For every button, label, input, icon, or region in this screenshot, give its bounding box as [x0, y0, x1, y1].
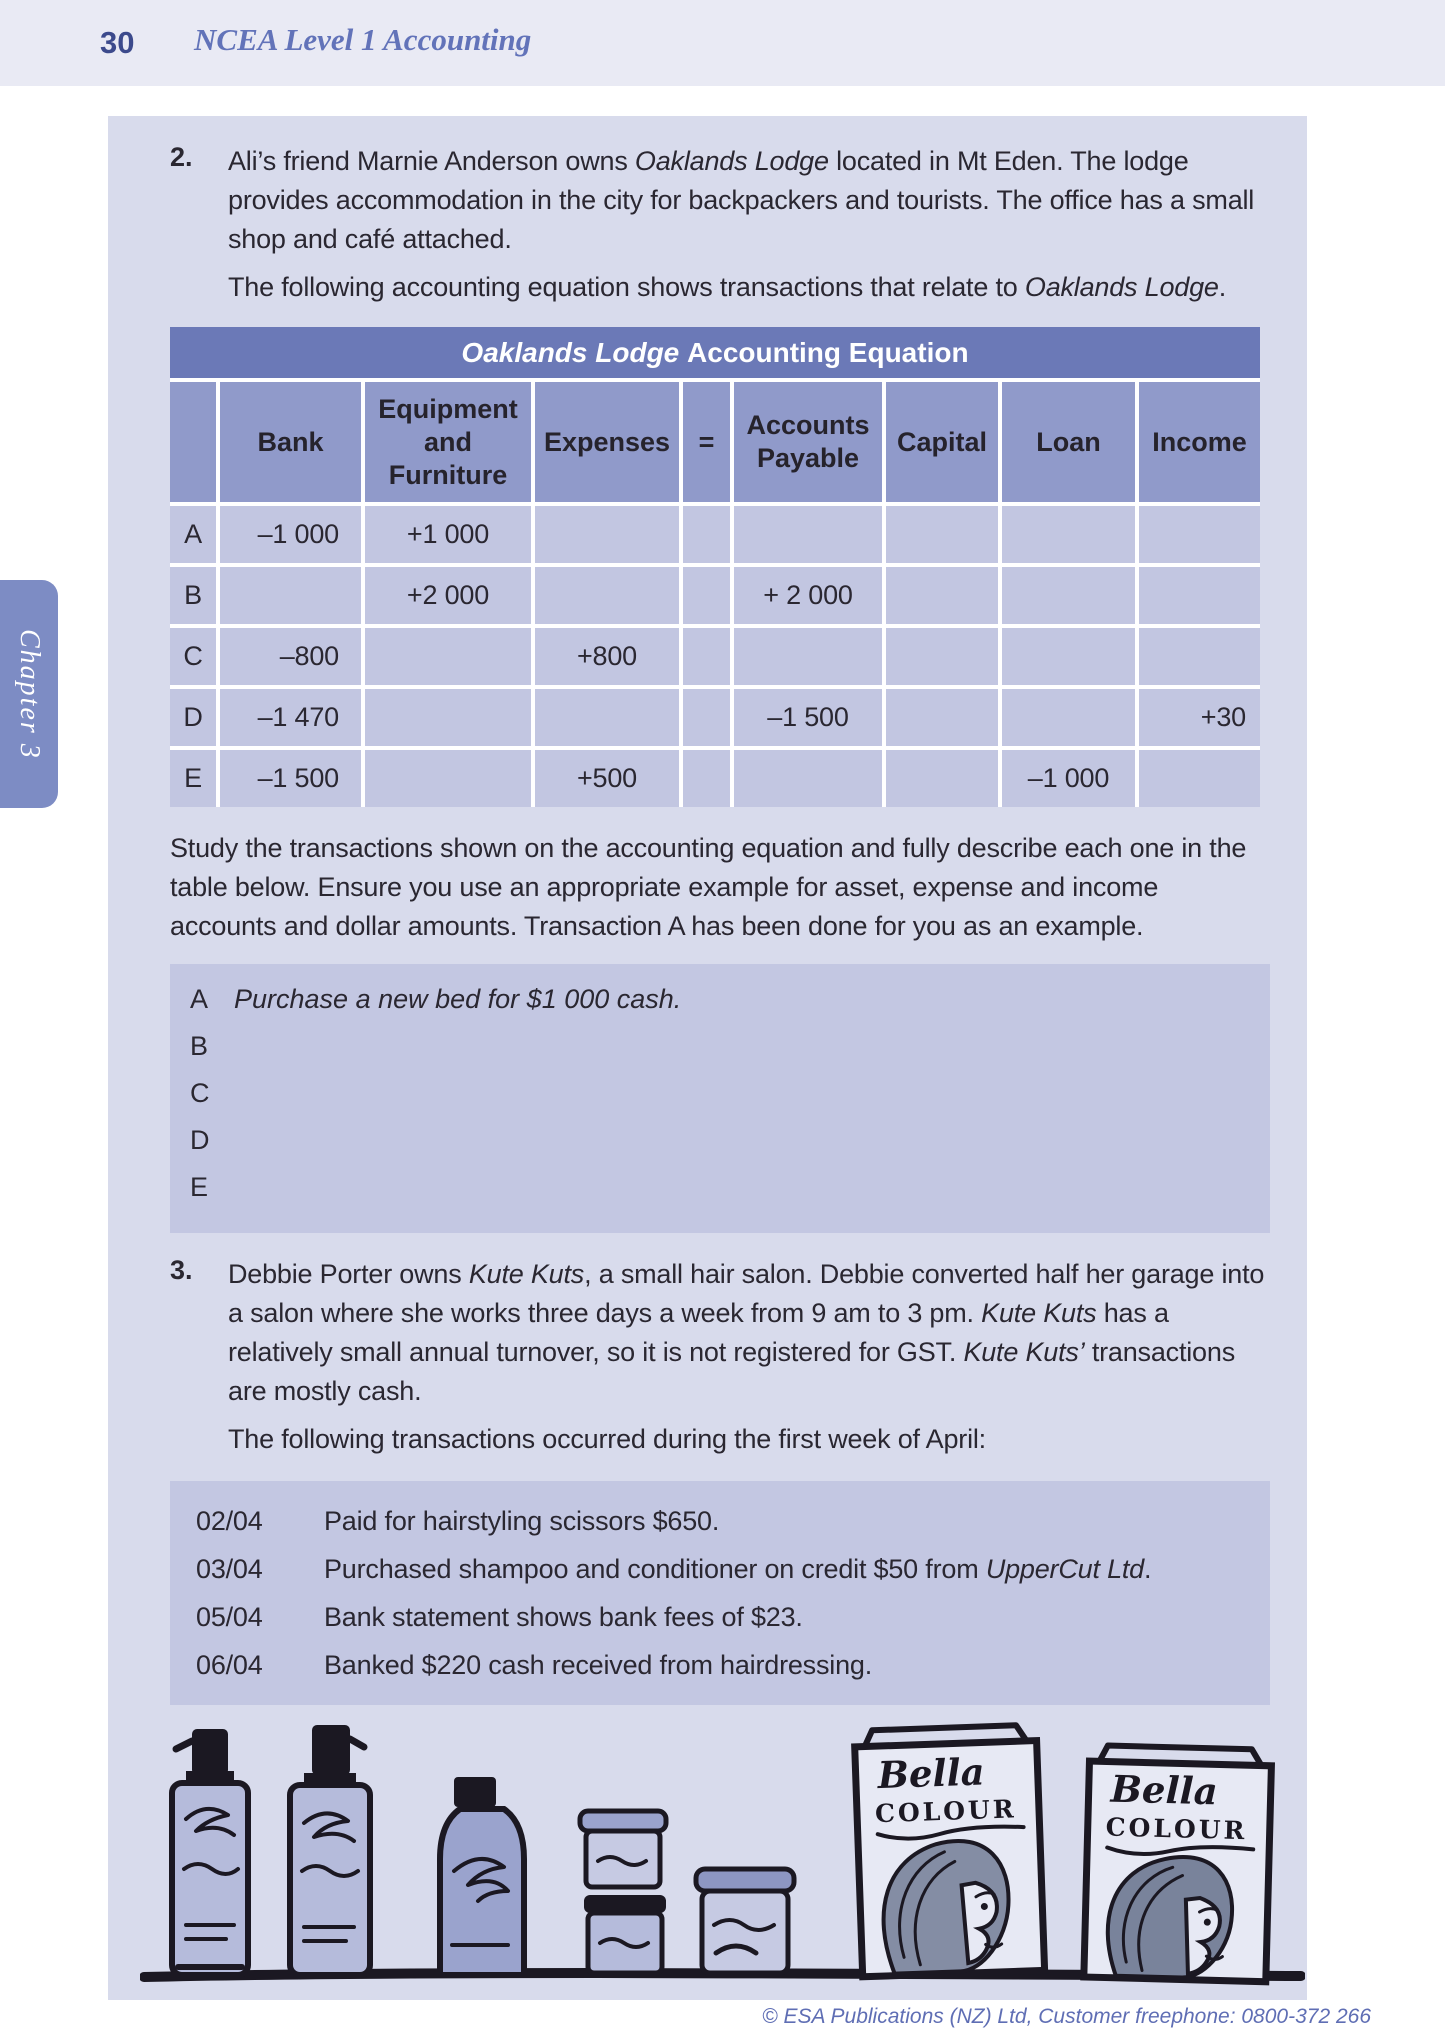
column-header-accounts-payable: Accounts Payable — [734, 382, 882, 502]
cell-income — [1139, 567, 1260, 624]
transaction-text: Paid for hairstyling scissors $650. — [324, 1506, 720, 1536]
column-header-blank — [170, 382, 216, 502]
box-label-bella: Bella — [1110, 1766, 1219, 1814]
spray-bottle-icon — [290, 1725, 370, 1975]
cell-bank: –1 470 — [220, 689, 361, 746]
cell-bank: –1 500 — [220, 750, 361, 807]
cell-capital — [886, 750, 998, 807]
box-label-colour: COLOUR — [874, 1794, 1018, 1829]
question-2 — [170, 142, 1271, 307]
cell-equals — [683, 506, 730, 563]
answer-box — [170, 964, 1270, 1233]
cell-income: +30 — [1139, 689, 1260, 746]
cell-accounts-payable — [734, 506, 882, 563]
column-header-expenses: Expenses — [535, 382, 679, 502]
transaction-date: 06/04 — [196, 1650, 263, 1680]
transactions-box — [170, 1481, 1270, 1705]
hair-products-illustration — [140, 1719, 1305, 2000]
question-3 — [170, 1255, 1271, 1459]
instruction-paragraph: Study the transactions shown on the accounting equation and fully describe each one in the table below. Ensure you use an appropriate example for asset, expense and income accounts and dollar amounts. Transaction A has been done for you as an example. — [170, 833, 1247, 941]
row-label: D — [170, 689, 216, 746]
transaction-date: 02/04 — [196, 1506, 263, 1536]
question-number: 3. — [170, 1255, 193, 1285]
transaction-row — [170, 1501, 1246, 1541]
cell-expenses — [535, 689, 679, 746]
cream-jar-icon — [580, 1811, 666, 1887]
cell-equals — [683, 689, 730, 746]
answer-row-label: D — [190, 1125, 210, 1155]
cell-accounts-payable — [734, 628, 882, 685]
cell-equipment — [365, 689, 531, 746]
accounting-equation-table — [170, 327, 1260, 807]
cell-equipment — [365, 750, 531, 807]
cell-equipment: +2 000 — [365, 567, 531, 624]
page-header — [0, 0, 1445, 86]
answer-row — [190, 1123, 1246, 1170]
cell-capital — [886, 628, 998, 685]
cell-equipment: +1 000 — [365, 506, 531, 563]
book-title: NCEA Level 1 Accounting — [194, 22, 532, 57]
cell-income — [1139, 628, 1260, 685]
transaction-date: 05/04 — [196, 1602, 263, 1632]
question-text — [228, 1255, 1271, 1459]
row-label: B — [170, 567, 216, 624]
cell-capital — [886, 506, 998, 563]
paragraph: The following transactions occurred during the first week of April: — [228, 1424, 986, 1454]
hair-colour-box-icon — [1084, 1745, 1272, 1982]
cell-accounts-payable — [734, 750, 882, 807]
cell-equipment — [365, 628, 531, 685]
chapter-tab — [0, 580, 58, 808]
transaction-text: Banked $220 cash received from hairdressing. — [324, 1650, 873, 1680]
answer-row — [190, 982, 1246, 1029]
cell-loan — [1002, 689, 1135, 746]
cell-expenses: +500 — [535, 750, 679, 807]
cell-capital — [886, 689, 998, 746]
cell-bank: –1 000 — [220, 506, 361, 563]
cell-income — [1139, 750, 1260, 807]
cell-bank — [220, 567, 361, 624]
transaction-date: 03/04 — [196, 1554, 263, 1584]
shampoo-bottle-icon — [440, 1777, 524, 1975]
cell-loan: –1 000 — [1002, 750, 1135, 807]
transaction-row — [170, 1645, 1246, 1685]
transaction-text: Purchased shampoo and conditioner on credit $50 from UpperCut Ltd. — [324, 1554, 1152, 1584]
cell-expenses — [535, 506, 679, 563]
answer-row — [190, 1076, 1246, 1123]
answer-row-text: Purchase a new bed for $1 000 cash. — [234, 984, 682, 1014]
table-title: Oaklands Lodge Accounting Equation — [170, 327, 1260, 378]
answer-row — [190, 1029, 1246, 1076]
cell-equals — [683, 750, 730, 807]
answer-row — [190, 1170, 1246, 1217]
cell-loan — [1002, 628, 1135, 685]
column-header-loan: Loan — [1002, 382, 1135, 502]
transaction-row — [170, 1549, 1246, 1589]
cell-capital — [886, 567, 998, 624]
hair-colour-box-icon — [854, 1725, 1044, 1977]
box-label-bella: Bella — [876, 1749, 986, 1798]
cell-accounts-payable: –1 500 — [734, 689, 882, 746]
box-label-colour: COLOUR — [1105, 1812, 1248, 1846]
column-header-bank: Bank — [220, 382, 361, 502]
chapter-tab-label: Chapter 3 — [14, 628, 45, 760]
column-header-equals: = — [683, 382, 730, 502]
publisher-footer: © ESA Publications (NZ) Ltd, Customer freephone: 0800-372 266 — [762, 2005, 1371, 2028]
paragraph: Debbie Porter owns Kute Kuts, a small hair salon. Debbie converted half her garage into a salon where she works three days a week from 9 am to 3 pm. Kute Kuts has a relatively small annual turnover, so it is not registered for GST. Kute Kuts’ transactions are mostly cash. — [228, 1259, 1265, 1406]
row-label: C — [170, 628, 216, 685]
column-header-capital: Capital — [886, 382, 998, 502]
column-header-income: Income — [1139, 382, 1260, 502]
cream-jar-icon — [584, 1895, 666, 1973]
answer-row-label: E — [190, 1172, 209, 1202]
transaction-row — [170, 1597, 1246, 1637]
content-panel — [108, 116, 1307, 2000]
cell-income — [1139, 506, 1260, 563]
question-text — [228, 142, 1271, 307]
cell-loan — [1002, 567, 1135, 624]
transaction-text: Bank statement shows bank fees of $23. — [324, 1602, 803, 1632]
question-number: 2. — [170, 142, 193, 172]
cell-bank: –800 — [220, 628, 361, 685]
cell-equals — [683, 628, 730, 685]
answer-row-label: A — [190, 984, 209, 1014]
cell-expenses: +800 — [535, 628, 679, 685]
spray-bottle-icon — [172, 1729, 248, 1975]
cell-expenses — [535, 567, 679, 624]
cell-accounts-payable: + 2 000 — [734, 567, 882, 624]
cream-jar-icon — [696, 1869, 794, 1973]
answer-row-label: C — [190, 1078, 210, 1108]
paragraph: The following accounting equation shows transactions that relate to Oaklands Lodge. — [228, 272, 1227, 302]
row-label: E — [170, 750, 216, 807]
row-label: A — [170, 506, 216, 563]
page-number: 30 — [100, 25, 135, 60]
answer-row-label: B — [190, 1031, 209, 1061]
cell-equals — [683, 567, 730, 624]
paragraph: Ali’s friend Marnie Anderson owns Oaklands Lodge located in Mt Eden. The lodge provides accommodation in the city for backpackers and tourists. The office has a small shop and café attached. — [228, 146, 1255, 254]
cell-loan — [1002, 506, 1135, 563]
column-header-equipment: Equipment and Furniture — [365, 382, 531, 502]
